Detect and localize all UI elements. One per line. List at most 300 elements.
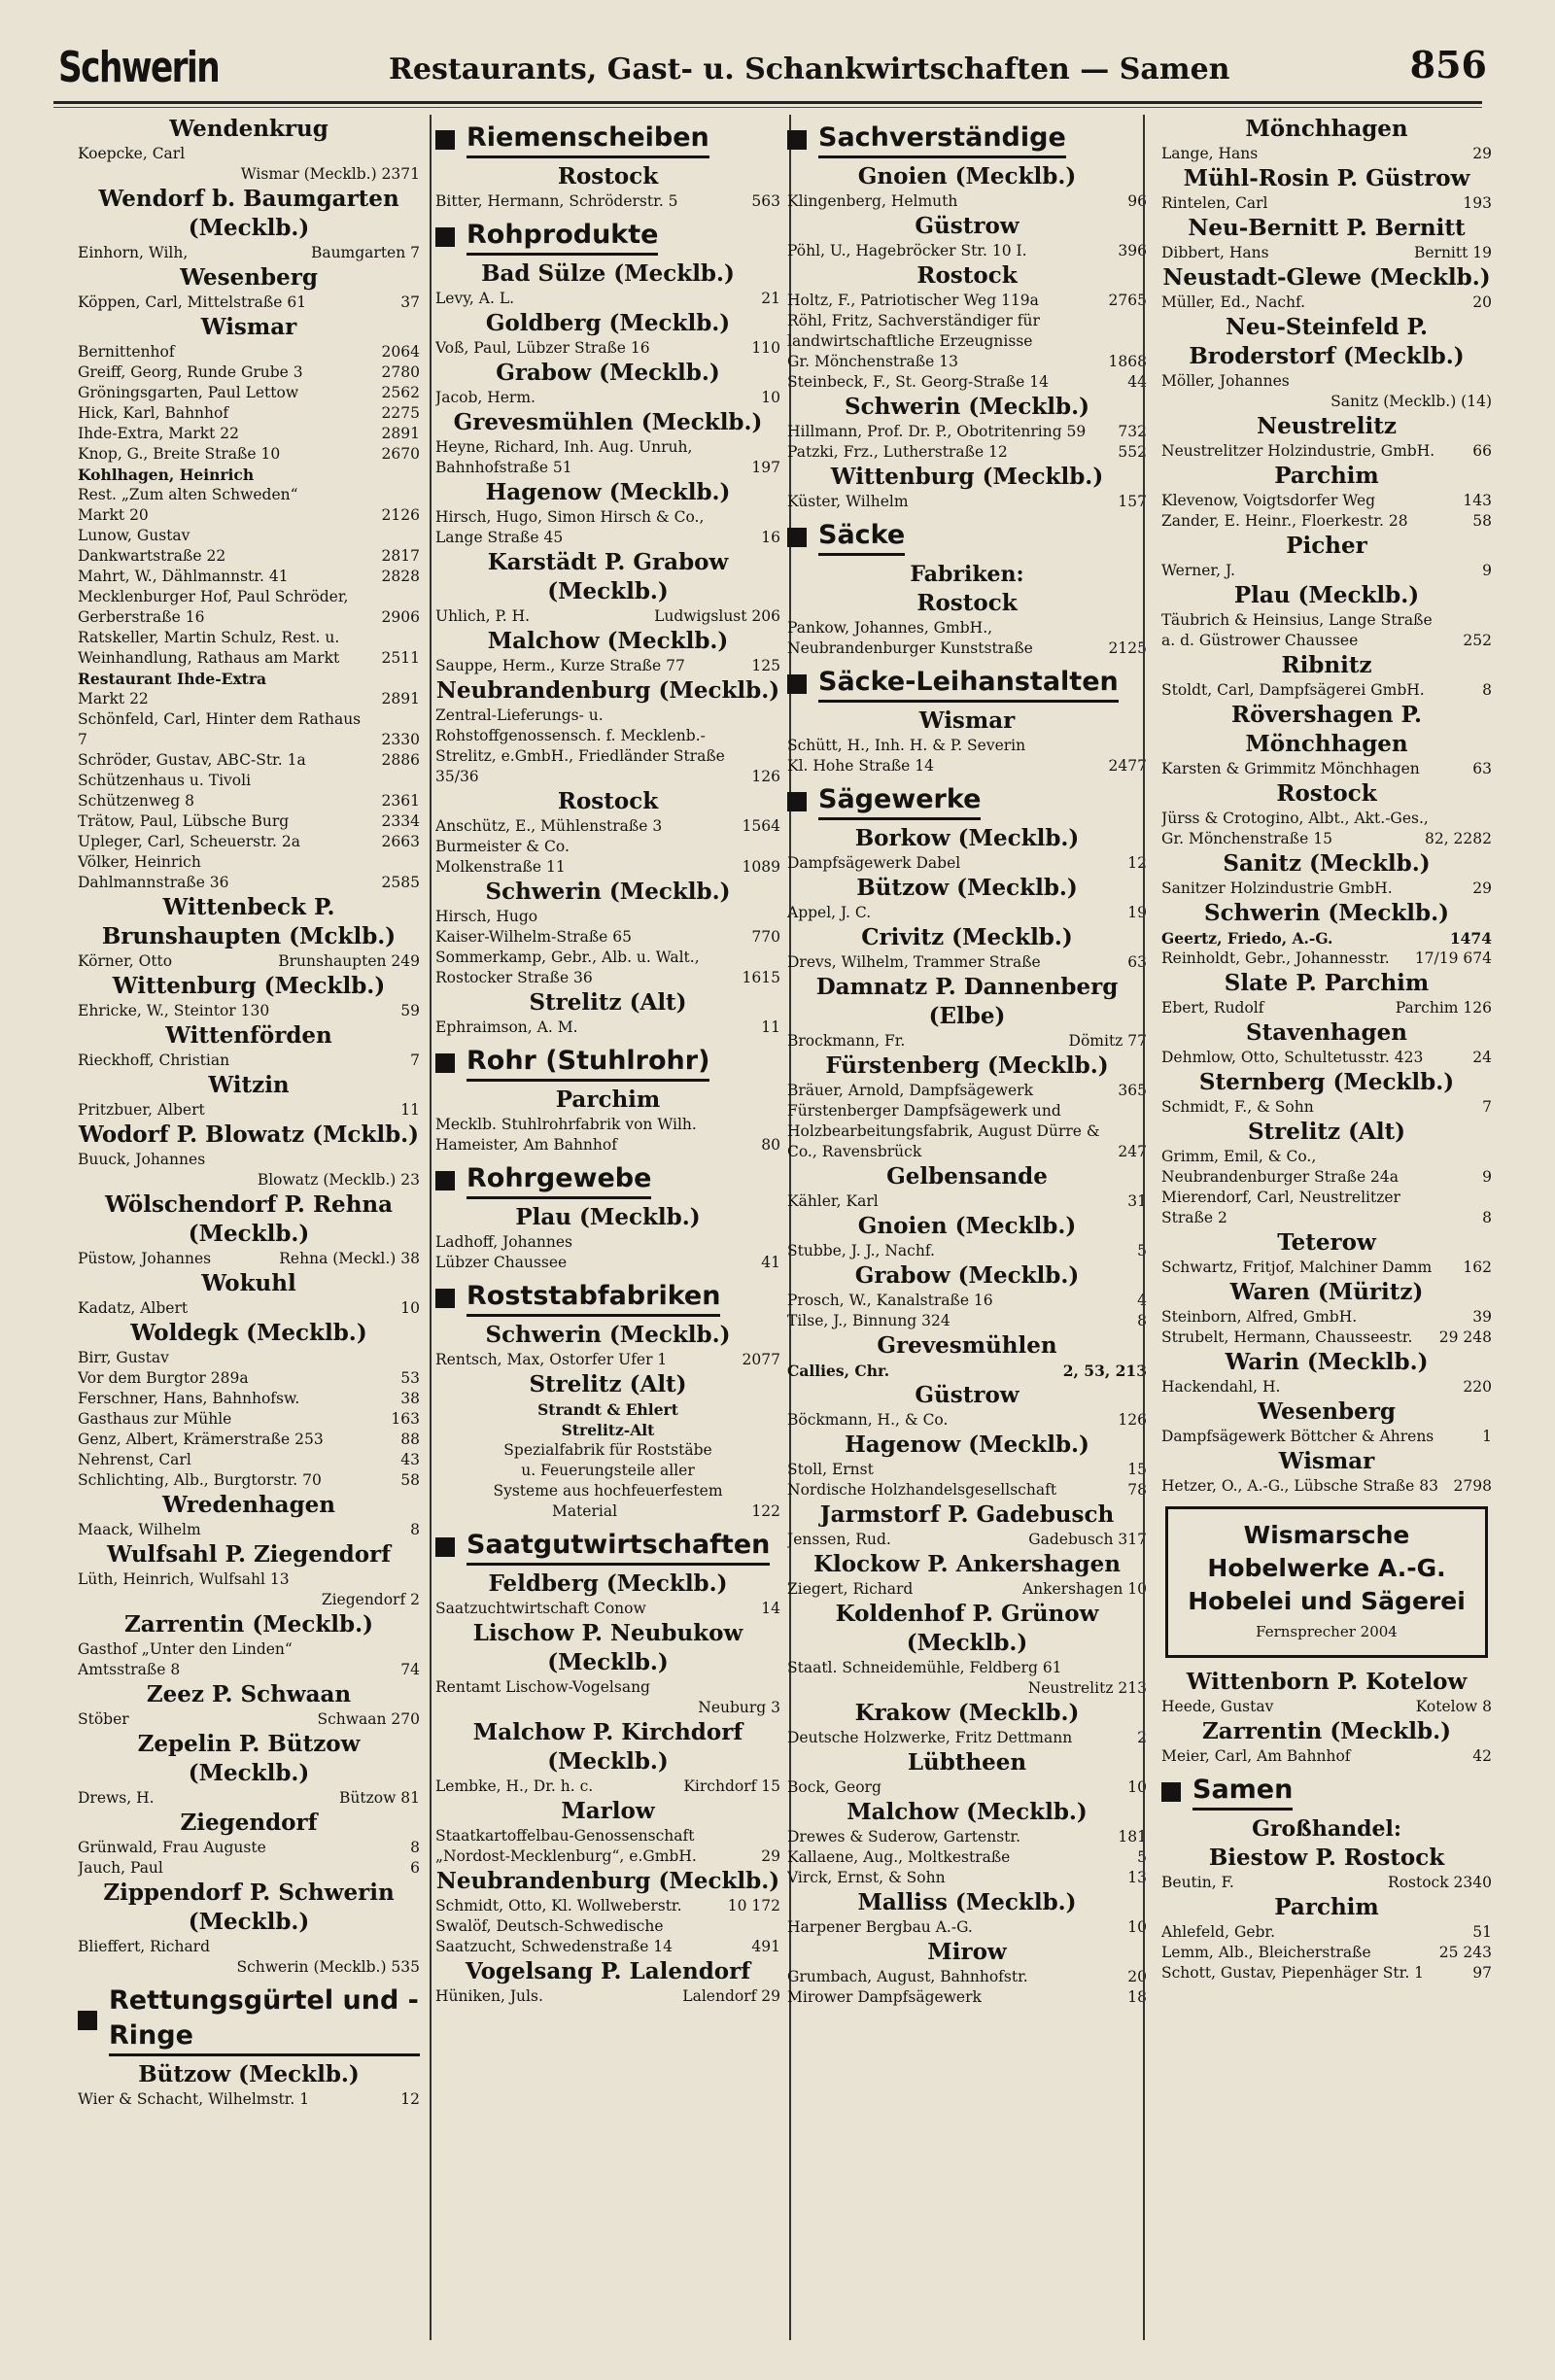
category-title: Sachverständige [818,121,1066,158]
category-square-icon [435,1537,455,1557]
entry-value: 2477 [1108,757,1147,775]
directory-entry [435,191,780,212]
entry-name: Böckmann, H., & Co. [787,1411,949,1429]
entry-value: 4 [1137,1292,1147,1309]
directory-entry [1161,1476,1492,1497]
directory-entry [787,853,1147,874]
directory-entry [78,1788,420,1809]
place-heading: Mühl-Rosin P. Güstrow [1183,165,1470,191]
entry-name: Voß, Paul, Lübzer Straße 16 [435,339,650,357]
entry-name: Rintelen, Carl [1161,194,1268,212]
entry-value: 220 [1463,1378,1492,1396]
entry-name: Grünwald, Frau Auguste [78,1839,266,1856]
entry-name: Stubbe, J. J., Nachf. [787,1242,935,1259]
entry-name: Meier, Carl, Am Bahnhof [1161,1747,1351,1765]
directory-entry [787,1777,1147,1798]
entry-name: Levy, A. L. [435,290,515,307]
directory-entry [1161,1307,1492,1328]
entry-name: Lemm, Alb., Bleicherstraße [1161,1944,1371,1961]
directory-entry [787,442,1147,463]
directory-entry [435,1896,780,1916]
entry-value: 11 [400,1101,420,1119]
place-heading: Zepelin P. Bützow (Mecklb.) [137,1731,361,1786]
directory-entry [435,1677,780,1698]
directory-entry [78,293,420,313]
entry-value: 10 172 [727,1897,780,1914]
directory-entry [78,144,420,164]
column-divider [430,115,432,2340]
entry-value: 63 [1127,953,1147,971]
directory-entry [78,1709,420,1730]
entry-value: 157 [1118,493,1147,510]
place-heading: Crivitz (Mecklb.) [861,924,1073,950]
entry-value: 8 [410,1521,420,1538]
place-heading: Wittenförden [165,1022,332,1049]
entry-name: Strandt & Ehlert [537,1400,678,1419]
entry-name: Geertz, Friedo, A.-G. [1161,929,1333,948]
category-title: Samen [1192,1773,1293,1811]
place-heading: Wismar [200,314,297,340]
entry-name: Swalöf, Deutsch-Schwedische Saatzucht, Schwedenstraße 14 [435,1917,674,1955]
place-heading: Woldegk (Mecklb.) [130,1320,367,1346]
directory-entry [78,1051,420,1071]
entry-value: 163 [391,1410,420,1428]
entry-name: Rest. „Zum alten Schweden“ [78,486,298,503]
entry-value: 43 [400,1451,420,1468]
entry-value: 15 [1127,1461,1147,1478]
entry-name: Staatkartoffelbau-Genossenschaft [435,1827,695,1845]
place-heading: Wredenhagen [161,1492,336,1518]
place-heading: Wittenbeck P. Brunshaupten (Mcklb.) [101,894,397,949]
entry-value: 2511 [381,649,420,667]
place-heading: Malchow (Mecklb.) [487,628,729,654]
directory-entry [435,1440,780,1461]
ad-line: Wismarsche [1243,1521,1410,1549]
entry-name: Ratskeller, Martin Schulz, Rest. u. Weinhandlung, Rathaus am Markt [78,629,340,667]
directory-entry [1161,1258,1492,1278]
directory-entry [78,1409,420,1430]
entry-name: Rentamt Lischow-Vogelsang [435,1678,650,1696]
entry-name: Schönfeld, Carl, Hinter dem Rathaus 7 [78,710,362,748]
directory-entry [435,1916,780,1957]
entry-name: Dampfsägewerk Dabel [787,854,961,872]
entry-name: Strelitz-Alt [561,1421,655,1439]
place-heading: Grevesmühlen [877,1332,1057,1359]
entry-name: Nordische Holzhandelsgesellschaft [787,1481,1057,1499]
directory-entry [787,1678,1147,1699]
directory-entry [78,1430,420,1450]
entry-value: 2334 [381,812,420,830]
entry-name: Steinborn, Alfred, GmbH. [1161,1308,1358,1326]
place-heading: Witzin [208,1072,290,1098]
place-heading: Neustadt-Glewe (Mecklb.) [1162,264,1491,291]
entry-value: 8 [410,1839,420,1856]
entry-name: Jauch, Paul [78,1859,163,1877]
sub-heading: Fabriken: [910,562,1024,587]
place-heading: Jarmstorf P. Gadebusch [819,1501,1115,1528]
entry-name: Burmeister & Co. [435,838,570,855]
directory-entry [78,1249,420,1269]
entry-name: Pritzbuer, Albert [78,1101,205,1119]
place-heading: Güstrow [915,1382,1019,1408]
entry-value: 2663 [381,833,420,850]
entry-value: 126 [1118,1411,1147,1429]
directory-entry [787,241,1147,261]
entry-name: Sanitzer Holzindustrie GmbH. [1161,880,1393,897]
place-heading: Grevesmühlen (Mecklb.) [453,409,763,435]
entry-name: Püstow, Johannes [78,1250,212,1267]
entry-name: Körner, Otto [78,952,173,970]
entry-name: Systeme aus hochfeuerfestem [493,1482,723,1500]
entry-name: Nehrenst, Carl [78,1451,191,1468]
place-heading: Lübtheen [907,1749,1027,1776]
entry-name: „Nordost-Mecklenburg“, e.GmbH. [435,1847,697,1865]
entry-value: Baumgarten 7 [310,244,420,261]
directory-entry [435,1826,780,1846]
entry-name: Drewes & Suderow, Gartenstr. [787,1828,1021,1845]
entry-value: 11 [761,1018,780,1036]
directory-entry [787,1291,1147,1311]
directory-entry [78,1639,420,1660]
category-title: Säcke-Leihanstalten [818,665,1119,703]
entry-name: Grumbach, August, Bahnhofstr. [787,1968,1028,1985]
entry-name: Mierendorf, Carl, Neustrelitzer Straße 2 [1161,1189,1400,1226]
directory-entry [78,1470,420,1491]
directory-entry [78,342,420,362]
directory-entry [78,243,420,263]
place-heading: Zarrentin (Mecklb.) [124,1611,373,1638]
entry-name: Rieckhoff, Christian [78,1052,230,1069]
directory-entry [787,1868,1147,1888]
category-title: Rohrgewebe [466,1161,651,1199]
ad-line: Hobelwerke A.-G. [1207,1554,1446,1582]
place-heading: Krakow (Mecklb.) [854,1700,1080,1726]
entry-value: 17/19 674 [1414,949,1492,967]
category-heading [1161,1773,1492,1811]
directory-entry [78,1348,420,1368]
sub-heading: Großhandel: [1252,1816,1401,1842]
entry-value: 770 [751,928,780,946]
category-title: Sägewerke [818,782,981,820]
directory-entry [78,465,420,485]
entry-value: 5 [1137,1848,1147,1866]
entry-name: Röhl, Fritz, Sachverständiger für landwirtschaftliche Erzeugnisse [787,312,1040,350]
entry-name: Spezialfabrik für Roststäbe [503,1441,712,1459]
entry-name: Dankwartstraße 22 [78,547,226,565]
entry-value: Kirchdorf 15 [683,1777,780,1795]
directory-entry [787,1917,1147,1938]
entry-name: Beutin, F. [1161,1874,1234,1891]
entry-value: 44 [1127,373,1147,391]
entry-name: Maack, Wilhelm [78,1521,201,1538]
entry-value: 24 [1472,1049,1492,1066]
directory-entry [78,1001,420,1021]
entry-name: Mecklenburger Hof, Paul Schröder, [78,588,349,605]
entry-value: 2064 [381,343,420,361]
entry-name: Hirsch, Hugo, Simon Hirsch & Co., [435,508,705,526]
entry-name: Buuck, Johannes [78,1151,206,1168]
directory-entry [435,656,780,676]
entry-value: 51 [1472,1923,1492,1941]
entry-value: 2817 [381,547,420,565]
entry-name: Harpener Bergbau A.-G. [787,1918,973,1936]
city-title: Schwerin [58,43,220,92]
directory-entry [78,424,420,444]
category-heading [787,782,1147,820]
place-heading: Neubrandenburg (Mecklb.) [435,677,780,704]
entry-value: 8 [1482,681,1492,699]
entry-value: Schwaan 270 [317,1710,420,1728]
entry-name: Ferschner, Hans, Bahnhofsw. [78,1390,300,1407]
directory-entry [435,1698,780,1718]
entry-name: Ziegendorf 2 [321,1591,420,1608]
entry-value: 2906 [381,608,420,626]
place-heading: Klockow P. Ankershagen [813,1551,1121,1577]
entry-value: 2077 [742,1351,780,1368]
entry-name: Werner, J. [1161,562,1235,579]
entry-name: Schütt, H., Inh. H. & P. Severin [787,737,1026,754]
directory-entry [435,606,780,627]
place-heading: Warin (Mecklb.) [1225,1349,1429,1375]
entry-name: Lüth, Heinrich, Wulfsahl 13 [78,1570,290,1588]
entry-name: Reinholdt, Gebr., Johannesstr. [1161,949,1390,967]
place-heading: Wesenberg [180,264,318,291]
entry-name: Kadatz, Albert [78,1299,189,1317]
entry-value: 29 [1472,880,1492,897]
category-title: Rettungsgürtel und -Ringe [109,1983,420,2056]
place-heading: Wittenburg (Mecklb.) [112,973,386,999]
entry-value: 7 [1482,1098,1492,1116]
directory-entry [787,1101,1147,1162]
directory-entry [1161,1048,1492,1068]
directory-entry [1161,759,1492,779]
entry-value: 66 [1472,442,1492,460]
entry-value: 193 [1463,194,1492,212]
entry-name: Heede, Gustav [1161,1698,1274,1715]
entry-name: Lange Straße 45 [435,529,564,546]
place-heading: Ziegendorf [180,1810,318,1836]
place-heading: Vogelsang P. Lalendorf [465,1958,751,1984]
entry-name: Einhorn, Wilh, [78,244,189,261]
entry-name: Gröningsgarten, Paul Lettow [78,384,299,401]
directory-entry [1161,1427,1492,1447]
category-heading [435,1161,780,1199]
entry-name: Deutsche Holzwerke, Fritz Dettmann [787,1729,1073,1746]
place-heading: Bützow (Mecklb.) [138,2061,360,2087]
directory-entry [435,1018,780,1038]
category-heading [787,518,1147,556]
entry-name: Wismar (Mecklb.) 2371 [240,165,420,183]
entry-name: Greiff, Georg, Runde Grube 3 [78,363,303,381]
directory-entry [435,1501,780,1522]
entry-value: Bützow 81 [338,1789,420,1807]
entry-name: Köppen, Carl, Mittelstraße 61 [78,293,307,311]
entry-value: 80 [761,1136,780,1154]
directory-entry [435,338,780,359]
directory-entry [1161,631,1492,651]
entry-name: Kohlhagen, Heinrich [78,466,255,484]
entry-name: Dahlmannstraße 36 [78,874,229,891]
entry-name: Ziegert, Richard [787,1580,914,1598]
category-heading [787,121,1147,158]
directory-entry [78,2089,420,2110]
directory-entry [1161,561,1492,581]
place-heading: Wismar [918,707,1016,734]
directory-entry [1161,1943,1492,1963]
category-title: Säcke [818,518,905,556]
directory-entry [1161,144,1492,164]
entry-name: Drevs, Wilhelm, Trammer Straße [787,953,1041,971]
column-divider [1143,115,1145,2340]
entry-value: 197 [751,459,780,476]
place-heading: Feldberg (Mecklb.) [488,1570,728,1597]
directory-entry [435,1461,780,1481]
entry-value: 2891 [381,425,420,442]
place-heading: Koldenhof P. Grünow (Mecklb.) [835,1601,1099,1656]
entry-value: Ludwigslust 206 [654,607,780,625]
directory-entry [787,1361,1147,1381]
entry-value: 12 [400,2090,420,2108]
directory-entry [435,507,780,528]
directory-entry [435,1253,780,1273]
directory-entry [1161,610,1492,631]
place-heading: Wölschendorf P. Rehna (Mecklb.) [104,1191,394,1247]
place-heading: Zeez P. Schwaan [146,1681,352,1707]
header-rule [53,101,1482,104]
directory-entry [78,1298,420,1319]
place-heading: Wesenberg [1258,1398,1396,1425]
entry-name: Molkenstraße 11 [435,858,566,876]
entry-name: Neuburg 3 [698,1699,780,1716]
entry-name: Mahrt, W., Dählmannstr. 41 [78,568,289,585]
entry-name: Ladhoff, Johannes [435,1233,572,1251]
entry-name: Hick, Karl, Bahnhof [78,404,229,422]
place-heading: Malchow (Mecklb.) [847,1799,1088,1825]
entry-value: 31 [1127,1192,1147,1210]
entry-name: Brockmann, Fr. [787,1032,906,1050]
directory-entry [1161,193,1492,214]
directory-entry [787,1530,1147,1550]
place-heading: Plau (Mecklb.) [1233,582,1420,608]
entry-name: Kaiser-Wilhelm-Straße 65 [435,928,632,946]
column-2 [435,115,780,2340]
directory-entry [435,1232,780,1253]
place-heading: Gelbensande [886,1163,1048,1190]
entry-name: Rostocker Straße 36 [435,969,593,986]
entry-name: Stöber [78,1710,129,1728]
directory-entry [78,1660,420,1680]
directory-entry [787,952,1147,973]
entry-value: 110 [751,339,780,357]
entry-name: Uhlich, P. H. [435,607,531,625]
directory-entry [435,1846,780,1867]
place-heading: Neu-Steinfeld P. Broderstorf (Mecklb.) [1189,314,1465,369]
category-heading [435,1528,780,1566]
entry-name: Wier & Schacht, Wilhelmstr. 1 [78,2090,310,2108]
entry-value: 2780 [381,363,420,381]
entry-value: 96 [1127,192,1147,210]
place-heading: Strelitz (Alt) [529,989,687,1016]
entry-value: 5 [1137,1242,1147,1259]
directory-entry [78,1858,420,1879]
place-heading: Karstädt P. Grabow (Mecklb.) [487,549,729,604]
entry-name: Schröder, Gustav, ABC-Str. 1a [78,751,306,769]
entry-name: Schlichting, Alb., Burgtorstr. 70 [78,1471,322,1489]
directory-entry [1161,1963,1492,1983]
place-heading: Mönchhagen [1245,116,1408,142]
entry-value: 125 [751,657,780,674]
directory-entry [78,750,420,771]
advertisement-box [1165,1506,1488,1658]
place-heading: Rostock [916,590,1018,616]
place-heading: Zarrentin (Mecklb.) [1202,1718,1451,1744]
directory-entry [435,927,780,948]
column-1 [78,115,420,2340]
directory-entry [78,1389,420,1409]
entry-name: Bahnhofstraße 51 [435,459,572,476]
place-heading: Ribnitz [1281,652,1372,678]
directory-entry [435,1399,780,1420]
category-heading [78,1983,420,2056]
entry-name: Dibbert, Hans [1161,244,1269,261]
entry-value: Ankershagen 10 [1021,1580,1147,1598]
directory-entry [435,816,780,837]
entry-name: Virck, Ernst, & Sohn [787,1869,946,1886]
entry-value: 10 [761,389,780,406]
category-square-icon [435,1171,455,1190]
entry-name: Neustrelitzer Holzindustrie, GmbH. [1161,442,1435,460]
place-heading: Rövershagen P. Mönchhagen [1230,702,1423,757]
entry-value: 247 [1118,1143,1147,1160]
directory-entry [435,706,780,787]
category-square-icon [787,130,807,150]
entry-value: 58 [1472,512,1492,530]
entry-name: Dehmlow, Otto, Schultetusstr. 423 [1161,1049,1424,1066]
entry-value: 20 [1127,1968,1147,1985]
place-heading: Strelitz (Alt) [1247,1119,1406,1145]
directory-entry [435,1481,780,1501]
category-heading [435,218,780,256]
entry-value: 29 248 [1438,1328,1492,1346]
entry-name: Klevenow, Voigtsdorfer Weg [1161,492,1376,509]
category-square-icon [435,1289,455,1308]
entry-value: 16 [761,529,780,546]
directory-entry [78,567,420,587]
directory-entry [787,1847,1147,1868]
category-square-icon [435,227,455,247]
entry-name: Kl. Hohe Straße 14 [787,757,934,775]
place-heading: Bad Sülze (Mecklb.) [481,260,735,287]
category-title: Saatgutwirtschaften [466,1528,770,1566]
directory-entry [435,907,780,927]
directory-entry [78,771,420,791]
entry-name: Kallaene, Aug., Moltkestraße [787,1848,1011,1866]
entry-name: Karsten & Grimmitz Mönchhagen [1161,760,1420,777]
entry-value: Gadebusch 317 [1028,1531,1147,1548]
entry-name: Genz, Albert, Krämerstraße 253 [78,1431,324,1448]
directory-entry [787,492,1147,512]
entry-value: 10 [1127,1918,1147,1936]
place-heading: Waren (Müritz) [1229,1279,1424,1305]
directory-entry [78,1957,420,1978]
place-heading: Parchim [1274,1894,1379,1920]
directory-entry [787,1241,1147,1261]
entry-name: Tilse, J., Binnung 324 [787,1312,950,1329]
directory-entry [1161,1873,1492,1893]
category-title: Rohprodukte [466,218,658,256]
entry-value: 2765 [1108,292,1147,309]
entry-value: 38 [400,1390,420,1407]
